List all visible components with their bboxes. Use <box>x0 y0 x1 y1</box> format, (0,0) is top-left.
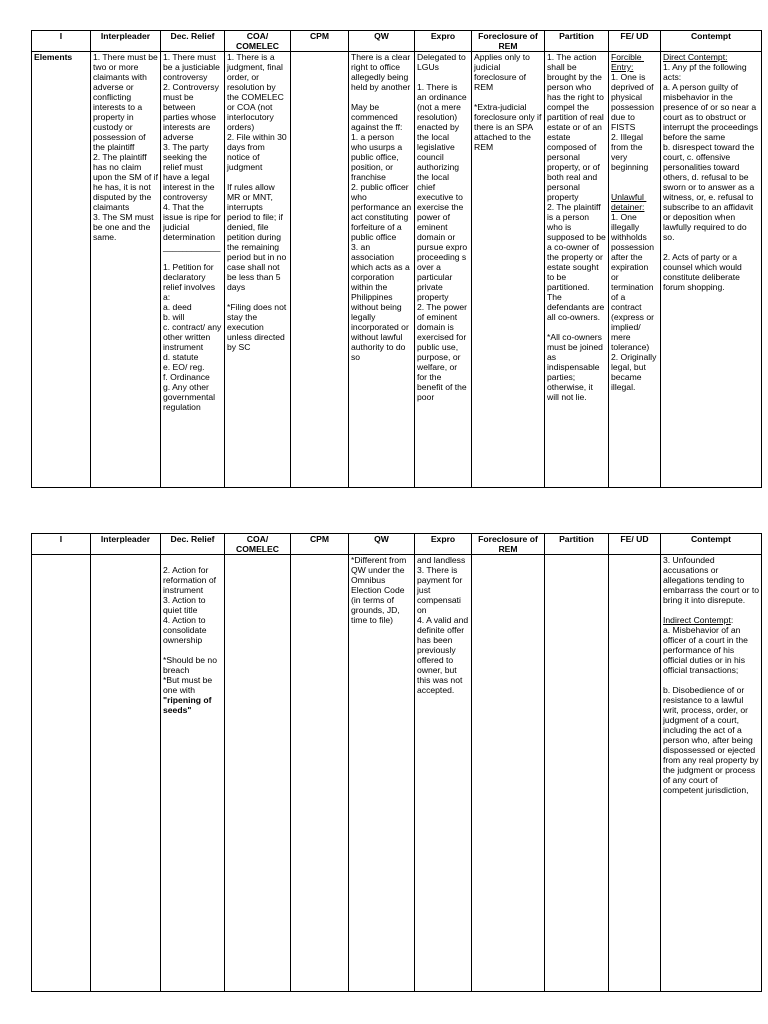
coa-comelec-cell: 1. There is a judgment, final order, or resolution by the COMELEC or COA (not interlocutory orders) 2. File within 30 days from notice of judgment If rules allow MR or MNT, interrupts period to file; if denied, file petition during the remaining period but in no case shall not be less than 5 days *Filing does not stay the execution unless directed by SC <box>225 52 291 488</box>
unlawful-detainer-title: Unlawful detainer: <box>611 192 647 212</box>
header-cell: Expro <box>415 31 472 52</box>
dec-relief-text: 2. Action for reformation of instrument 3. Action to quiet title 4. Action to consolidate ownership *Should be no breach *But must be one with <box>163 565 217 695</box>
direct-contempt-text: 1. Any pf the following acts: a. A person guilty of misbehavior in the presence of or so near a court as to obstruct or interrupt the proceedings before the same b. disrespect toward the court, c. offensive personalities toward others, d. refusal to be sworn or to answer as a witness, or, e. refusal to subscribe to an affidavit or deposition when lawfully required to do so. 2. Acts of party or a counsel which would constitute deliberate forum shopping. <box>663 62 759 292</box>
contempt-cell <box>661 555 762 992</box>
foreclosure-cell <box>472 555 545 992</box>
header-cell: FE/ UD <box>609 534 661 555</box>
indirect-contempt-title: Indirect Contempt <box>663 615 731 625</box>
contempt-text-a: 3. Unfounded accusations or allegations tending to embarrass the court or to bring it into disrepute. <box>663 555 760 605</box>
row-label <box>32 555 91 992</box>
dec-relief-cell: 1. There must be a justiciable controversy 2. Controversy must be between parties whose interests are adverse 3. The party seeking the relief must have a legal interest in the controversy 4. That the issue is ripe for judicial determination ____________ 1. Petition for declaratory relief involves a: a. deed b. will c. contract/ any other written instrument d. statute e. EO/ reg. f. Ordinance g. Any other governmental regulation <box>161 52 225 488</box>
header-cell: Partition <box>545 31 609 52</box>
table-row <box>32 52 762 488</box>
interpleader-cell: 1. There must be two or more claimants with adverse or conflicting interests to a property in custody or possession of the plaintiff 2. The plaintiff has no claim upon the SM of if he has, it is not disputed by the claimants 3. The SM must be one and the same. <box>91 52 161 488</box>
header-cell: COA/ COMELEC <box>225 31 291 52</box>
header-cell: Partition <box>545 534 609 555</box>
forcible-entry-text: 1. One is deprived of physical possession due to FISTS 2. Illegal from the very beginning <box>611 72 654 172</box>
ripening-of-seeds-text: "ripening of seeds" <box>163 695 214 715</box>
header-cell: FE/ UD <box>609 31 661 52</box>
table-row <box>32 555 762 992</box>
header-cell: Expro <box>415 534 472 555</box>
header-cell: Dec. Relief <box>161 31 225 52</box>
row-label: Elements <box>32 52 91 488</box>
direct-contempt-title: Direct Contempt: <box>663 52 728 62</box>
dec-relief-cell <box>161 555 225 992</box>
comparison-table-page1 <box>31 30 762 488</box>
header-cell: Foreclosure of REM <box>472 31 545 52</box>
unlawful-detainer-text: 1. One illegally withholds possession after the expiration or termination of a contract (express or implied/ mere tolerance) 2. Originally legal, but became illegal. <box>611 212 657 392</box>
forcible-entry-title: Forcible Entry: <box>611 52 644 72</box>
foreclosure-cell: Applies only to judicial foreclosure of REM *Extra-judicial foreclosure only if there is an SPA attached to the REM <box>472 52 545 488</box>
header-cell: COA/ COMELEC <box>225 534 291 555</box>
coa-comelec-cell <box>225 555 291 992</box>
expro-cell: and landless 3. There is payment for just compensati on 4. A valid and definite offer has been previously offered to owner, but this was not accepted. <box>415 555 472 992</box>
header-cell: I <box>32 31 91 52</box>
fe-ud-cell <box>609 52 661 488</box>
header-cell: Contempt <box>661 534 762 555</box>
header-cell: CPM <box>291 534 349 555</box>
header-cell: Interpleader <box>91 31 161 52</box>
fe-ud-cell <box>609 555 661 992</box>
header-cell: I <box>32 534 91 555</box>
header-cell: QW <box>349 31 415 52</box>
header-cell: Contempt <box>661 31 762 52</box>
header-row <box>32 534 762 555</box>
header-cell: Foreclosure of REM <box>472 534 545 555</box>
header-cell: CPM <box>291 31 349 52</box>
qw-cell: *Different from QW under the Omnibus Election Code (in terms of grounds, JD, time to file) <box>349 555 415 992</box>
cpm-cell <box>291 52 349 488</box>
partition-cell <box>545 555 609 992</box>
partition-cell: 1. The action shall be brought by the person who has the right to compel the partition of real estate or of an estate composed of personal property, or of both real and personal property 2. The plaintiff is a person who is supposed to be a co-owner of the property or estate sought to be partitioned. The defendants are all co-owners. *All co-owners must be joined as indispensable parties; otherwise, it will not lie. <box>545 52 609 488</box>
cpm-cell <box>291 555 349 992</box>
contempt-text-b: : a. Misbehavior of an officer of a court in the performance of his official duties or in his official transactions; b. Disobedience of or resistance to a lawful writ, process, order, or judgment of a court, including the act of a person who, after being dispossessed or ejected from any real property by the judgment or process of any court of competent jurisdiction, <box>663 615 759 795</box>
expro-cell: Delegated to LGUs 1. There is an ordinance (not a mere resolution) enacted by the local legislative council authorizing the local chief executive to exercise the power of eminent domain or pursue expro proceeding s over a particular private property 2. The power of eminent domain is exercised for public use, purpose, or welfare, or for the benefit of the poor <box>415 52 472 488</box>
header-cell: Interpleader <box>91 534 161 555</box>
interpleader-cell <box>91 555 161 992</box>
header-cell: QW <box>349 534 415 555</box>
contempt-cell <box>661 52 762 488</box>
header-row <box>32 31 762 52</box>
qw-cell: There is a clear right to office allegedly being held by another May be commenced against the ff: 1. a person who usurps a public office, position, or franchise 2. public officer who performance an act constituting forfeiture of a public office 3. an association which acts as a corporation within the Philippines without being legally incorporated or without lawful authority to do so <box>349 52 415 488</box>
comparison-table-page2 <box>31 533 762 992</box>
header-cell: Dec. Relief <box>161 534 225 555</box>
